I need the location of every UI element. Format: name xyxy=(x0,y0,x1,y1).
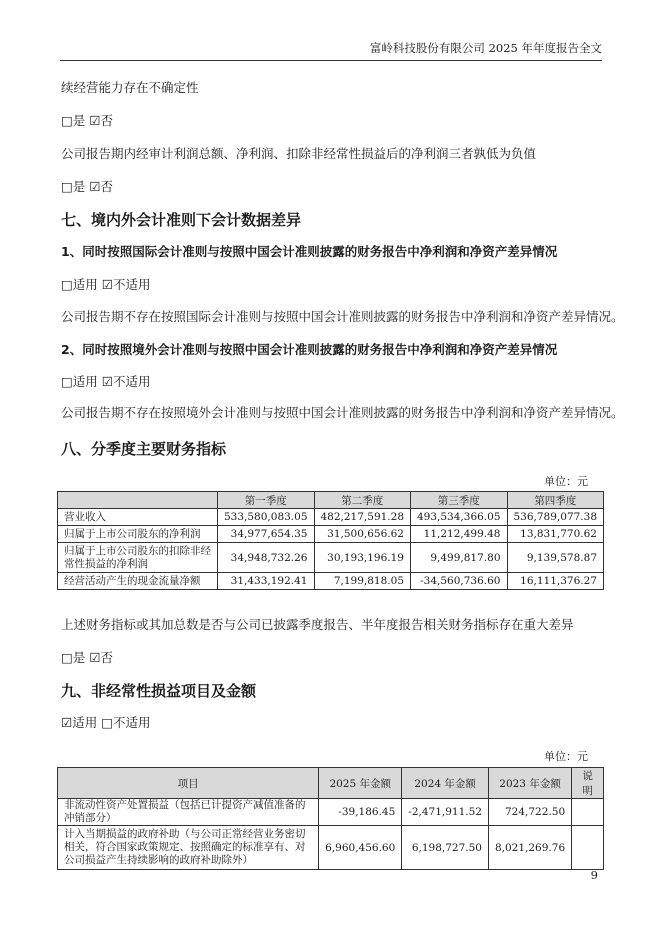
unit-label: 单位：元 xyxy=(544,475,588,488)
not-applicable-checkbox[interactable]: □不适用 xyxy=(101,715,151,730)
going-concern-text: 续经营能力存在不确定性 xyxy=(61,80,199,95)
table-cell: -39,186.45 xyxy=(319,799,402,826)
discrepancy-question: 上述财务指标或其加总数是否与公司已披露季度报告、半年度报告相关财务指标存在重大差异 xyxy=(61,617,574,632)
subsection-1-title: 1、同时按照国际会计准则与按照中国会计准则披露的财务报告中净利润和净资产差异情况 xyxy=(61,244,558,259)
table-cell: 9,499,817.80 xyxy=(411,543,508,573)
row-label: 营业收入 xyxy=(58,509,218,526)
table-header: 第四季度 xyxy=(507,492,604,509)
quarterly-table xyxy=(57,491,604,590)
table-header-row xyxy=(58,768,604,799)
no-checkbox[interactable]: ☑否 xyxy=(89,650,114,665)
table-header xyxy=(58,492,218,509)
yes-checkbox[interactable]: □是 xyxy=(61,113,86,128)
row-label: 计入当期损益的政府补助（与公司正常经营业务密切相关，符合国家政策规定、按照确定的标准享有、对公司损益产生持续影响的政府补助除外） xyxy=(58,826,319,870)
row-label: 归属于上市公司股东的扣除非经常性损益的净利润 xyxy=(58,543,218,573)
table-header: 2023 年金额 xyxy=(488,768,571,799)
table-cell: 30,193,196.19 xyxy=(314,543,411,573)
table-cell: -34,560,736.60 xyxy=(411,573,508,590)
table-cell: 724,722.50 xyxy=(488,799,571,826)
table-cell: 13,831,770.62 xyxy=(507,526,604,543)
table-cell: 31,500,656.62 xyxy=(314,526,411,543)
page-header: 富岭科技股份有限公司 2025 年年度报告全文 xyxy=(60,40,602,61)
unit-label: 单位：元 xyxy=(544,750,588,763)
table-cell xyxy=(572,799,604,826)
table-cell: 31,433,192.41 xyxy=(218,573,315,590)
no-checkbox[interactable]: ☑否 xyxy=(89,113,114,128)
subsection-1-choice xyxy=(61,277,151,293)
table-header: 项目 xyxy=(58,768,319,799)
table-cell: 7,199,818.05 xyxy=(314,573,411,590)
table-row xyxy=(58,799,604,826)
section-9-title: 九、非经常性损益项目及金额 xyxy=(61,682,257,700)
table-header: 2025 年金额 xyxy=(319,768,402,799)
subsection-1-text: 公司报告期不存在按照国际会计准则与按照中国会计准则披露的财务报告中净利润和净资产差异情况。 xyxy=(61,309,624,324)
table-cell: 9,139,578.87 xyxy=(507,543,604,573)
table-row xyxy=(58,543,604,573)
table-row xyxy=(58,509,604,526)
table-header: 第三季度 xyxy=(411,492,508,509)
section-9-choice xyxy=(61,715,151,731)
subsection-2-text: 公司报告期不存在按照境外会计准则与按照中国会计准则披露的财务报告中净利润和净资产差异情况。 xyxy=(61,405,624,420)
table-cell: 6,960,456.60 xyxy=(319,826,402,870)
no-checkbox[interactable]: ☑否 xyxy=(89,179,114,194)
table-cell: 6,198,727.50 xyxy=(402,826,489,870)
discrepancy-choice xyxy=(61,650,113,666)
table-header: 第二季度 xyxy=(314,492,411,509)
not-applicable-checkbox[interactable]: ☑不适用 xyxy=(101,277,151,292)
section-7-title: 七、境内外会计准则下会计数据差异 xyxy=(61,211,302,229)
table-cell: 482,217,591.28 xyxy=(314,509,411,526)
table-row xyxy=(58,826,604,870)
not-applicable-checkbox[interactable]: ☑不适用 xyxy=(101,374,151,389)
table-cell: 536,789,077.38 xyxy=(507,509,604,526)
subsection-2-title: 2、同时按照境外会计准则与按照中国会计准则披露的财务报告中净利润和净资产差异情况 xyxy=(61,342,558,357)
table-row xyxy=(58,526,604,543)
applicable-checkbox[interactable]: ☑适用 xyxy=(61,715,98,730)
table-cell: 8,021,269.76 xyxy=(488,826,571,870)
table-cell: 34,948,732.26 xyxy=(218,543,315,573)
applicable-checkbox[interactable]: □适用 xyxy=(61,277,98,292)
negative-profit-choice xyxy=(61,179,113,195)
table-header: 第一季度 xyxy=(218,492,315,509)
table-cell: 11,212,499.48 xyxy=(411,526,508,543)
page-number: 9 xyxy=(590,868,598,882)
negative-profit-text: 公司报告期内经审计利润总额、净利润、扣除非经常性损益后的净利润三者孰低为负值 xyxy=(61,146,537,161)
nonrecurring-table xyxy=(57,767,604,870)
going-concern-choice xyxy=(61,113,113,129)
table-row xyxy=(58,573,604,590)
table-cell: 16,111,376.27 xyxy=(507,573,604,590)
table-cell: 533,580,083.05 xyxy=(218,509,315,526)
table-header: 2024 年金额 xyxy=(402,768,489,799)
applicable-checkbox[interactable]: □适用 xyxy=(61,374,98,389)
table-cell: 34,977,654.35 xyxy=(218,526,315,543)
yes-checkbox[interactable]: □是 xyxy=(61,179,86,194)
table-cell: 493,534,366.05 xyxy=(411,509,508,526)
table-cell: -2,471,911.52 xyxy=(402,799,489,826)
row-label: 归属于上市公司股东的净利润 xyxy=(58,526,218,543)
row-label: 非流动性资产处置损益（包括已计提资产减值准备的冲销部分） xyxy=(58,799,319,826)
section-8-title: 八、分季度主要财务指标 xyxy=(61,440,227,458)
subsection-2-choice xyxy=(61,374,151,390)
table-header-row xyxy=(58,492,604,509)
row-label: 经营活动产生的现金流量净额 xyxy=(58,573,218,590)
yes-checkbox[interactable]: □是 xyxy=(61,650,86,665)
table-cell xyxy=(572,826,604,870)
table-header: 说明 xyxy=(572,768,604,799)
